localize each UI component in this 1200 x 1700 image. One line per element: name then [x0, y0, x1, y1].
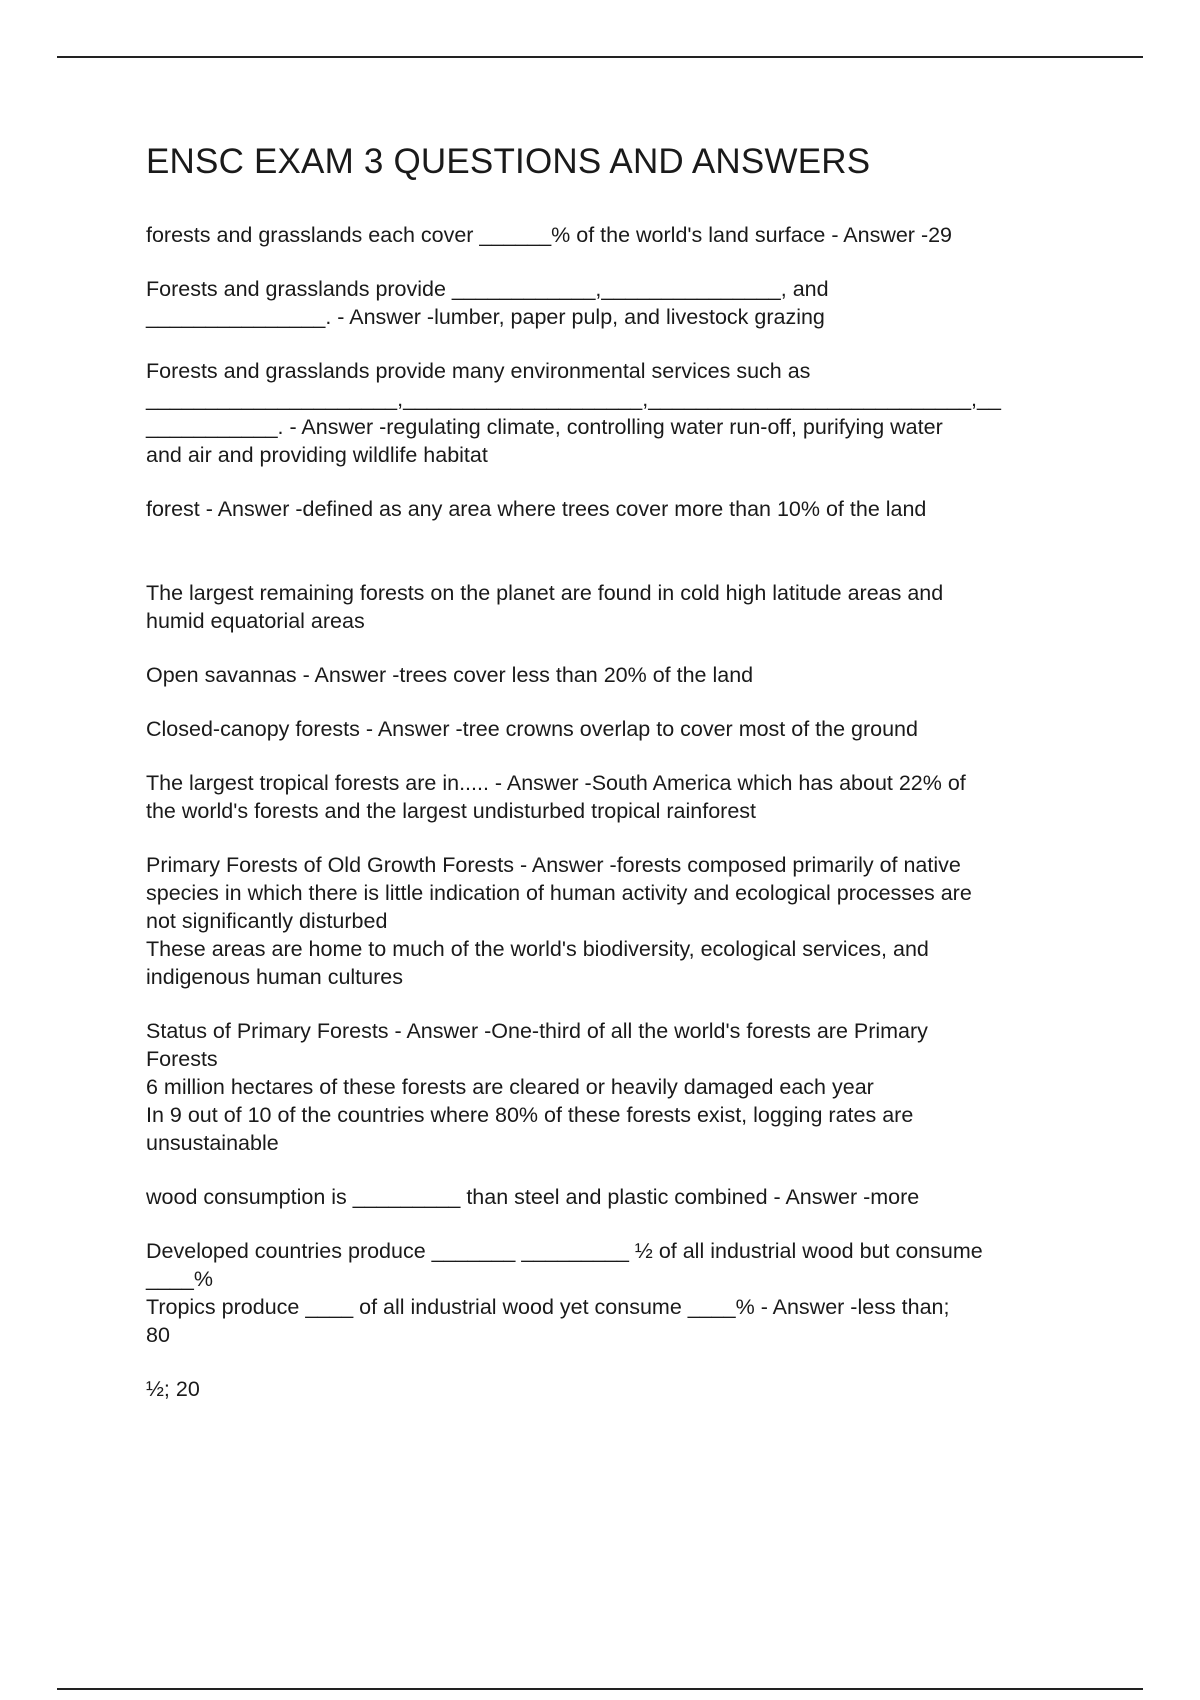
qa-line: not significantly disturbed — [146, 909, 388, 933]
qa-item — [146, 579, 1086, 635]
qa-line: _______________. - Answer -lumber, paper pulp, and livestock grazing — [146, 305, 825, 329]
qa-line: 80 — [146, 1323, 170, 1347]
qa-line: The largest tropical forests are in..... - Answer -South America which has about 22% of — [146, 771, 966, 795]
qa-line: In 9 out of 10 of the countries where 80% of these forests exist, logging rates are — [146, 1103, 914, 1127]
qa-line: These areas are home to much of the world's biodiversity, ecological services, and — [146, 937, 929, 961]
qa-line: forests and grasslands each cover ______% of the world's land surface - Answer -29 — [146, 223, 953, 247]
qa-line: wood consumption is _________ than steel and plastic combined - Answer -more — [146, 1185, 920, 1209]
qa-line: and air and providing wildlife habitat — [146, 443, 488, 467]
qa-line: indigenous human cultures — [146, 965, 403, 989]
qa-line: Forests and grasslands provide ____________,_______________, and — [146, 277, 829, 301]
qa-item — [146, 1237, 1086, 1349]
qa-item — [146, 851, 1086, 991]
qa-line: The largest remaining forests on the planet are found in cold high latitude areas and — [146, 581, 944, 605]
top-rule — [57, 56, 1143, 58]
qa-line: 6 million hectares of these forests are cleared or heavily damaged each year — [146, 1075, 874, 1099]
qa-line: Closed-canopy forests - Answer -tree crowns overlap to cover most of the ground — [146, 717, 918, 741]
qa-line: ___________. - Answer -regulating climate, controlling water run-off, purifying water — [146, 415, 943, 439]
qa-line: Tropics produce ____ of all industrial wood yet consume ____% - Answer -less than; — [146, 1295, 950, 1319]
qa-line: Open savannas - Answer -trees cover less than 20% of the land — [146, 663, 754, 687]
qa-list — [146, 221, 1086, 1403]
qa-item — [146, 1183, 1086, 1211]
qa-line: Primary Forests of Old Growth Forests - Answer -forests composed primarily of native — [146, 853, 961, 877]
qa-item — [146, 275, 1086, 331]
bottom-rule — [57, 1688, 1143, 1690]
qa-line: forest - Answer -defined as any area where trees cover more than 10% of the land — [146, 497, 927, 521]
qa-line: humid equatorial areas — [146, 609, 365, 633]
qa-line: Status of Primary Forests - Answer -One-third of all the world's forests are Primary — [146, 1019, 928, 1043]
qa-line: the world's forests and the largest undisturbed tropical rainforest — [146, 799, 757, 823]
qa-item — [146, 1017, 1086, 1157]
qa-item — [146, 769, 1086, 825]
qa-line: species in which there is little indication of human activity and ecological processes are — [146, 881, 972, 905]
qa-item — [146, 495, 1086, 523]
qa-line: Forests — [146, 1047, 218, 1071]
page-title: ENSC EXAM 3 QUESTIONS AND ANSWERS — [146, 142, 871, 181]
qa-item — [146, 1375, 1086, 1403]
document-body — [146, 140, 1086, 1429]
qa-line: ____% — [146, 1267, 213, 1291]
qa-line: Forests and grasslands provide many environmental services such as — [146, 359, 811, 383]
qa-item — [146, 221, 1086, 249]
qa-item — [146, 661, 1086, 689]
qa-item — [146, 357, 1086, 469]
qa-line: Developed countries produce _______ _________ ½ of all industrial wood but consume — [146, 1239, 983, 1263]
qa-line: ½; 20 — [146, 1377, 200, 1401]
qa-line: unsustainable — [146, 1131, 279, 1155]
qa-item — [146, 715, 1086, 743]
qa-line: _____________________,____________________,___________________________,__ — [146, 387, 1001, 411]
